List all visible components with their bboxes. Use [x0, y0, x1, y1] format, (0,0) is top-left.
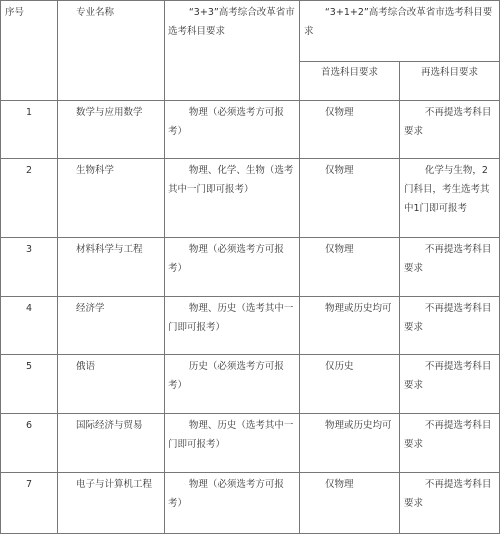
row-2-seq: 2 — [25, 165, 33, 176]
row-1-seq: 1 — [25, 107, 33, 118]
row-6-req-33: 物理、历史（选考其中一门即可报考） — [168, 420, 294, 450]
rule-row-6 — [0, 472, 500, 473]
rule-row-1 — [0, 158, 500, 159]
row-5-seq: 5 — [25, 361, 33, 372]
row-5-second: 不再提选考科目要求 — [404, 361, 492, 391]
row-5-major: 俄语 — [76, 361, 96, 372]
header-seq: 序号 — [5, 7, 25, 18]
header-second-choice: 再选科目要求 — [420, 67, 478, 78]
row-3-major: 材料科学与工程 — [76, 244, 143, 255]
header-req-312: “3+1+2”高考综合改革省市选考科目要求 — [304, 7, 493, 37]
row-4-first: 物理或历史均可 — [325, 303, 392, 314]
row-4-req-33: 物理、历史（选考其中一门即可报考） — [168, 303, 294, 333]
row-4-second: 不再提选考科目要求 — [404, 303, 492, 333]
rule-header-bottom — [0, 100, 500, 101]
row-5-req-33: 历史（必须选考方可报考） — [168, 361, 284, 391]
rule-row-2 — [0, 237, 500, 238]
row-2-major: 生物科学 — [76, 165, 115, 176]
row-1-second: 不再提选考科目要求 — [404, 107, 492, 137]
row-6-major: 国际经济与贸易 — [76, 420, 143, 431]
rule-col-2 — [164, 0, 165, 534]
rule-col-4 — [399, 61, 400, 534]
row-2-req-33: 物理、化学、生物（选考其中一门即可报考） — [168, 165, 294, 195]
row-7-second: 不再提选考科目要求 — [404, 479, 492, 509]
row-1-first: 仅物理 — [325, 107, 354, 118]
row-7-first: 仅物理 — [325, 479, 354, 490]
row-6-seq: 6 — [25, 420, 33, 431]
row-6-first: 物理或历史均可 — [325, 420, 392, 431]
row-3-seq: 3 — [25, 244, 33, 255]
header-first-choice: 首选科目要求 — [320, 67, 378, 78]
row-7-major: 电子与计算机工程 — [76, 479, 153, 490]
row-4-major: 经济学 — [76, 303, 105, 314]
row-4-seq: 4 — [25, 303, 33, 314]
row-1-req-33: 物理（必须选考方可报考） — [168, 107, 284, 137]
rule-col-1 — [57, 0, 58, 534]
row-3-req-33: 物理（必须选考方可报考） — [168, 244, 284, 274]
row-2-first: 仅物理 — [325, 165, 354, 176]
row-1-major: 数学与应用数学 — [76, 107, 143, 118]
row-2-second: 化学与生物，2门科目，考生选考其中1门即可报考 — [404, 165, 490, 214]
rule-row-5 — [0, 413, 500, 414]
row-6-second: 不再提选考科目要求 — [404, 420, 492, 450]
row-7-seq: 7 — [25, 479, 33, 490]
header-major: 专业名称 — [76, 7, 115, 18]
row-7-req-33: 物理（必须选考方可报考） — [168, 479, 284, 509]
row-3-second: 不再提选考科目要求 — [404, 244, 492, 274]
rule-row-4 — [0, 354, 500, 355]
rule-top — [0, 0, 500, 1]
rule-row-3 — [0, 296, 500, 297]
rule-left — [0, 0, 1, 534]
header-req-33: “3+3”高考综合改革省市选考科目要求 — [168, 7, 295, 37]
row-5-first: 仅历史 — [325, 361, 354, 372]
row-3-first: 仅物理 — [325, 244, 354, 255]
